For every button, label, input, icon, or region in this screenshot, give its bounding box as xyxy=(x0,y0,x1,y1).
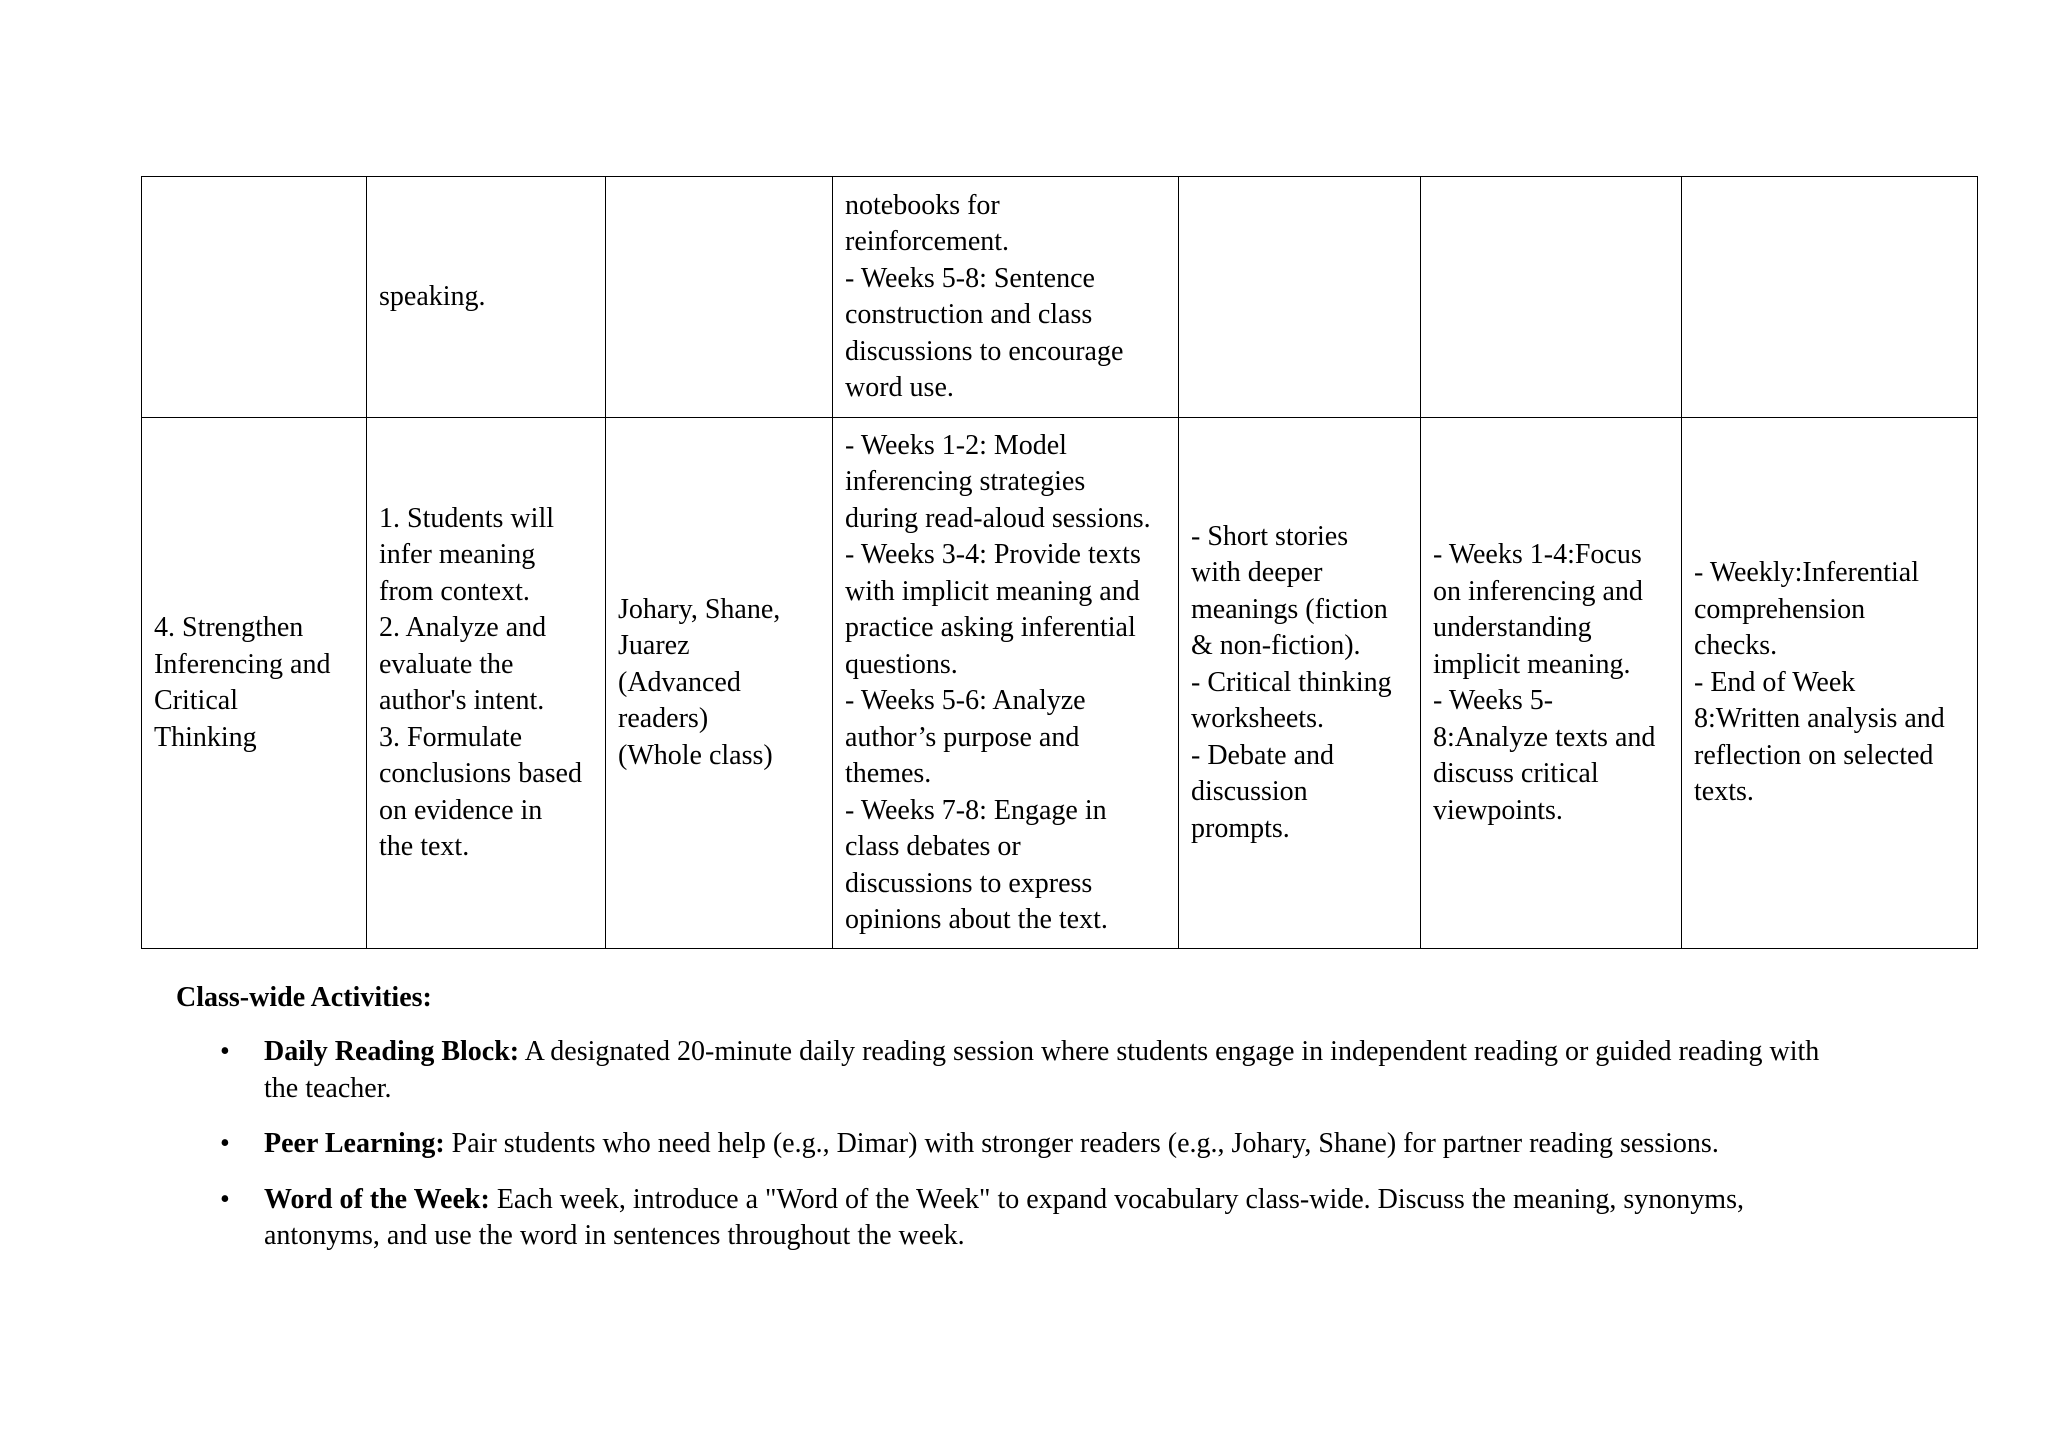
bullet-icon: • xyxy=(220,1128,230,1159)
cell-text: speaking. xyxy=(379,280,486,312)
cell-text: - Weeks 1-4:Focus on inferencing and understanding implicit meaning. - Weeks 5- 8:Analyze texts and discuss critical viewpoints. xyxy=(1433,539,1656,826)
list-item xyxy=(176,1126,1856,1163)
cell-text: notebooks for reinforcement. - Weeks 5-8: Sentence construction and class discussions to encourage word use. xyxy=(845,189,1124,403)
activity-description: Pair students who need help (e.g., Dimar) with stronger readers (e.g., Johary, Shane) for partner reading sessions. xyxy=(444,1128,1719,1159)
class-wide-activities-heading: Class-wide Activities: xyxy=(176,982,432,1013)
list-item xyxy=(176,1034,1856,1107)
table-cell xyxy=(1421,418,1682,949)
table-cell xyxy=(1179,177,1421,418)
cell-text: 1. Students will infer meaning from context. 2. Analyze and evaluate the author's intent. 3. Formulate conclusions based on evidence in the text. xyxy=(379,502,582,862)
table-cell xyxy=(833,177,1179,418)
activity-description: A designated 20-minute daily reading session where students engage in independent reading or guided reading with the teacher. xyxy=(264,1036,1820,1104)
table-cell xyxy=(606,418,833,949)
table-cell xyxy=(367,418,606,949)
lesson-plan-table xyxy=(141,176,1978,949)
table-row xyxy=(142,177,1978,418)
bullet-icon: • xyxy=(220,1183,230,1215)
activity-name: Word of the Week: xyxy=(264,1183,490,1215)
list-item xyxy=(176,1182,1856,1255)
table-cell xyxy=(833,418,1179,949)
table-cell xyxy=(367,177,606,418)
cell-text: Johary, Shane, Juarez (Advanced readers) (Whole class) xyxy=(618,593,781,771)
table-row xyxy=(142,418,1978,949)
activity-name: Daily Reading Block: xyxy=(264,1036,520,1067)
table-cell xyxy=(1421,177,1682,418)
cell-text: 4. Strengthen Inferencing and Critical Thinking xyxy=(154,612,331,753)
bullet-icon: • xyxy=(220,1036,230,1067)
cell-text: - Short stories with deeper meanings (fiction & non-fiction). - Critical thinking worksheets. - Debate and discussion prompts. xyxy=(1191,520,1392,844)
table-cell xyxy=(1682,177,1978,418)
table-cell xyxy=(1682,418,1978,949)
table-cell xyxy=(142,177,367,418)
cell-text: - Weekly:Inferential comprehension checks. - End of Week 8:Written analysis and reflection on selected texts. xyxy=(1694,557,1945,808)
table-cell xyxy=(1179,418,1421,949)
activity-name: Peer Learning: xyxy=(264,1128,445,1159)
cell-text: - Weeks 1-2: Model inferencing strategies during read-aloud sessions. - Weeks 3-4: Provide texts with implicit meaning and practice asking inferential questions. - Weeks 5-6: Analyze author’s purpose and themes. - Weeks 7-8: Engage in class debates or discussions to express opinions about the text. xyxy=(845,429,1151,935)
class-wide-activities-list xyxy=(176,1034,1856,1274)
table-cell xyxy=(142,418,367,949)
activity-description: Each week, introduce a "Word of the Week" to expand vocabulary class-wide. Discuss the meaning, synonyms, antonyms, and use the word in sentences throughout the week. xyxy=(264,1183,1744,1251)
table-cell xyxy=(606,177,833,418)
